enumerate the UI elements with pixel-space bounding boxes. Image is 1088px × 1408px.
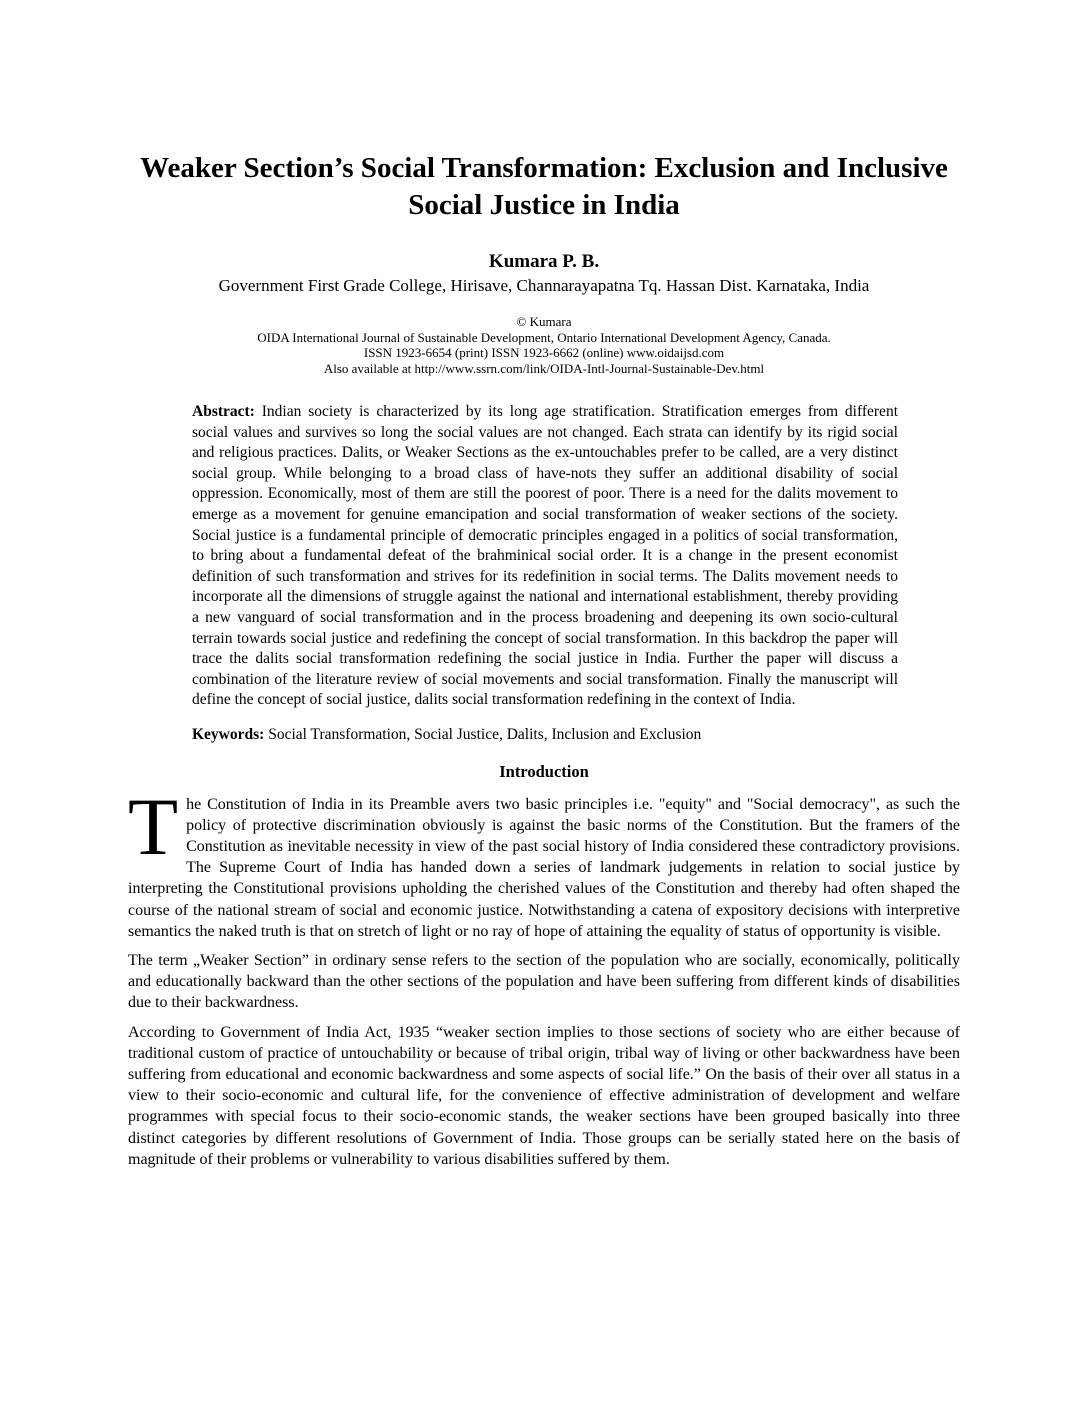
keywords — [192, 725, 898, 746]
keywords-label: Keywords: — [192, 725, 265, 743]
intro-paragraph-text: he Constitution of India in its Preamble avers two basic principles i.e. "equity" and "Social democracy", as such the policy of protective discrimination obviously is against the basic norms of the Constitution. But the framers of the Constitution as inevitable necessity in view of the past social history of India considered these contradictory provisions. The Supreme Court of India has handed down a series of landmark judgements in relation to social justice by interpreting the Constitutional provisions upholding the cherished values of the Constitution and thereby had often shaped the course of the national stream of social and economic justice. Notwithstanding a catena of expository decisions with interpretive semantics the naked truth is that on stretch of light or no ray of hope of attaining the equality of status of opportunity is visible. — [128, 795, 960, 940]
issn-line: ISSN 1923-6654 (print) ISSN 1923-6662 (online) www.oidaijsd.com — [363, 345, 725, 360]
paragraph-govt-of-india-act: According to Government of India Act, 1935 “weaker section implies to those sections of society who are either because of traditional custom of practice of untouchability or because of tribal origin, tribal way of living or other backwardness have been suffering from educational and economic backwardness and some aspects of social life.” On the basis of their over all status in a view to their socio-economic and cultural life, for the convenience of effective administration of development and welfare programmes with special focus to their socio-economic stands, the weaker sections have been grouped basically into three distinct categories by different resolutions of Government of India. Those groups can be serially stated here on the basis of magnitude of their problems or vulnerability to various disabilities suffered by them. — [128, 1023, 960, 1168]
availability-line: Also available at http://www.ssrn.com/link/OIDA-Intl-Journal-Sustainable-Dev.html — [323, 360, 765, 376]
journal-line: OIDA International Journal of Sustainable Development, Ontario International Development Agency, Canada. — [257, 329, 831, 345]
author-affiliation: Government First Grade College, Hirisave, Channarayapatna Tq. Hassan Dist. Karnataka, India — [218, 276, 870, 295]
keywords-text: Social Transformation, Social Justice, Dalits, Inclusion and Exclusion — [264, 725, 702, 743]
section-heading-introduction: Introduction — [499, 761, 589, 781]
paragraph-weaker-section-definition: The term „Weaker Section” in ordinary sense refers to the section of the population who are socially, economically, politically and educationally backward than the other sections of the population and have been suffering from different kinds of disabilities due to their backwardness. — [128, 951, 960, 1012]
copyright-line: © Kumara — [516, 314, 572, 329]
abstract-text: Indian society is characterized by its long age stratification. Stratification emerges from different social values and survives so long the social values are not changed. Each strata can identify by its rigid social and religious practices. Dalits, or Weaker Sections as the ex-untouchables prefer to be called, are a very distinct social group. While belonging to a broad class of have-nots they suffer an additional disability of social oppression. Economically, most of them are still the poorest of poor. There is a need for the dalits movement to emerge as a movement for genuine emancipation and social transformation of weaker sections of the society. Social justice is a fundamental principle of democratic principles engaged in a politics of social transformation, to bring about a fundamental defeat of the brahminical social order. It is a change in the present economist definition of such transformation and strives for its redefinition in social terms. The Dalits movement needs to incorporate all the dimensions of struggle against the national and international establishment, thereby providing a new vanguard of social transformation and in the process broadening and deepening its own socio-cultural terrain towards social justice and redefining the concept of social transformation. In this backdrop the paper will trace the dalits social transformation redefining the social justice in India. Further the paper will discuss a combination of the literature review of social movements and social transformation. Finally the manuscript will define the concept of social justice, dalits social transformation redefining in the context of India. — [192, 403, 898, 709]
intro-paragraph — [128, 780, 960, 942]
paper-title: Weaker Section’s Social Transformation: Exclusion and Inclusive Social Justice in India — [140, 152, 948, 221]
author-name: Kumara P. B. — [488, 251, 600, 272]
publication-meta — [0, 314, 1088, 376]
abstract — [192, 402, 898, 711]
abstract-label: Abstract: — [192, 403, 255, 420]
dropcap-letter: T — [128, 780, 179, 872]
